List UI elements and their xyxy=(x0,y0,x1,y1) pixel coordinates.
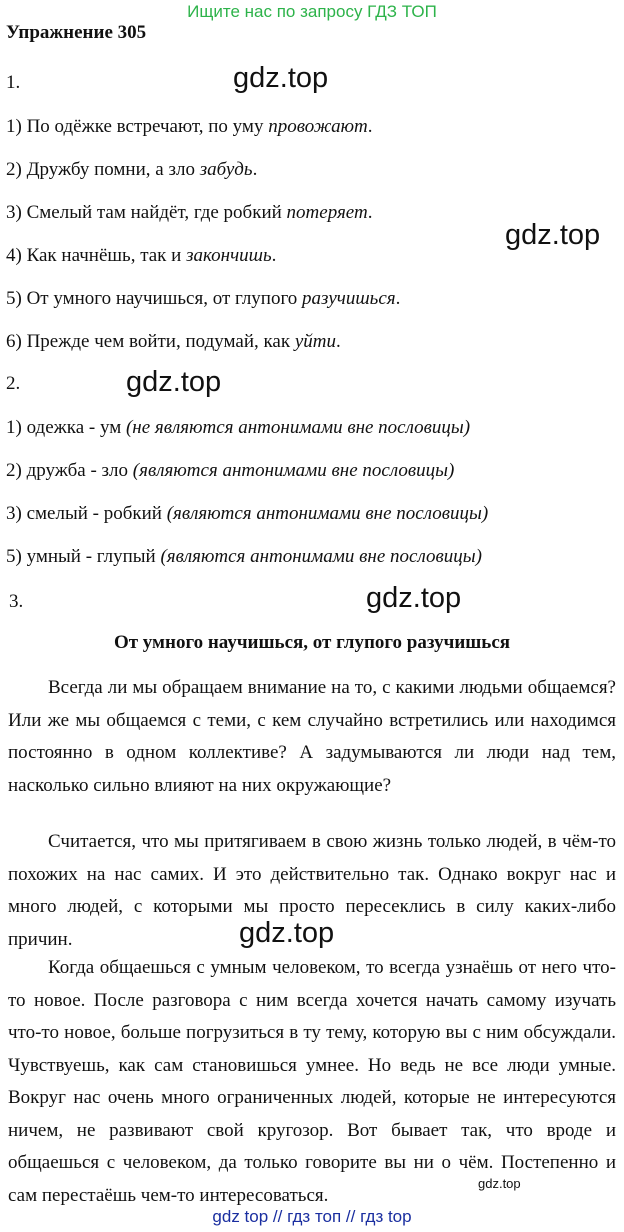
proverb-6: 6) Прежде чем войти, подумай, как уйти. xyxy=(6,331,341,352)
antonym-pair-3: 3) смелый - робкий (являются антонимами вне пословицы) xyxy=(6,503,489,524)
section-2-number: 2. xyxy=(6,373,21,394)
section-1-number: 1. xyxy=(6,72,21,93)
proverb-3: 3) Смелый там найдёт, где робкий потеряет. xyxy=(6,202,373,223)
watermark: gdz.top xyxy=(233,62,329,94)
essay-title: От умного научишься, от глупого разучишься xyxy=(113,632,511,653)
watermark: gdz.top xyxy=(126,366,222,398)
top-banner[interactable]: Ищите нас по запросу ГДЗ ТОП xyxy=(187,2,437,21)
antonym-pair-2: 2) дружба - зло (являются антонимами вне пословицы) xyxy=(6,460,455,481)
proverb-5: 5) От умного научишься, от глупого разучишься. xyxy=(6,288,401,309)
essay-paragraph-2: Считается, что мы притягиваем в свою жизнь только людей, в чём-то похожих на нас самих. И это действительно так. Однако вокруг нас и много людей, с которыми мы просто пересеклись в силу каких-либо причин. xyxy=(8,831,616,950)
antonym-pair-5: 5) умный - глупый (являются антонимами вне пословицы) xyxy=(6,546,482,567)
antonym-pair-1: 1) одежка - ум (не являются антонимами вне пословицы) xyxy=(6,417,471,438)
essay-paragraph-3: Когда общаешься с умным человеком, то всегда узнаёшь от него что-то новое. После разговора с ним всегда хочется начать самому изучать что-то новое, больше погрузиться в ту тему, которую вы с ним обсуждали. Чувствуешь, как сам становишься умнее. Но ведь не все люди умные. Вокруг нас очень много ограниченных людей, которые не интересуются ничем, не развивают свой кругозор. Вот бывает так, что вроде и общаешься с человеком, да только говорите вы ни о чём. Постепенно и сам перестаёшь чем-то интересоваться. xyxy=(8,957,616,1206)
section-3-number: 3. xyxy=(9,591,24,612)
watermark: gdz.top xyxy=(505,219,601,251)
watermark: gdz.top xyxy=(366,582,462,614)
watermark: gdz.top xyxy=(478,1176,521,1191)
watermark: gdz.top xyxy=(239,917,335,949)
exercise-heading: Упражнение 305 xyxy=(6,22,147,43)
proverb-1: 1) По одёжке встречают, по уму провожают. xyxy=(6,116,373,137)
footer-links[interactable]: gdz top // гдз топ // гдз top xyxy=(212,1207,412,1226)
essay-paragraph-1: Всегда ли мы обращаем внимание на то, с какими людьми общаемся? Или же мы общаемся с теми, с кем случайно встретились или находимся постоянно в одном коллективе? А задумываются ли люди над тем, насколько сильно влияют на них окружающие? xyxy=(8,677,616,796)
proverb-2: 2) Дружбу помни, а зло забудь. xyxy=(6,159,258,180)
proverb-4: 4) Как начнёшь, так и закончишь. xyxy=(6,245,277,266)
